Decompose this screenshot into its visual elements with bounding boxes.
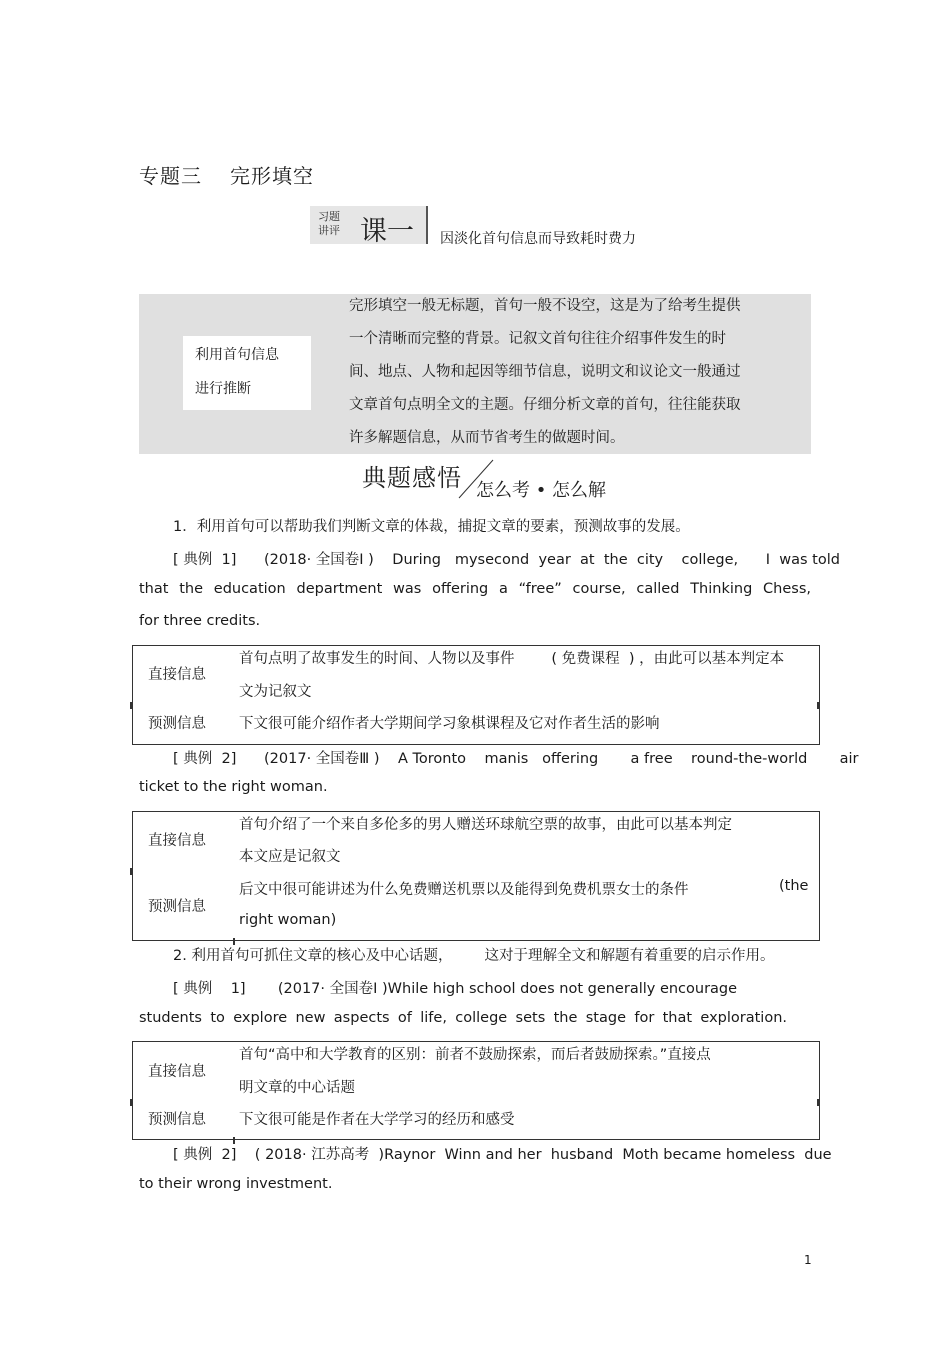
- banner-right: 怎么考 • 怎么解: [476, 480, 607, 501]
- section1-heading: 1．利用首句可以帮助我们判断文章的体裁，捕捉文章的要素，预测故事的发展。: [173, 519, 690, 535]
- direct-text: 本文应是记叙文: [239, 849, 341, 865]
- tip-label-line2: 进行推断: [195, 381, 251, 397]
- tip-label-box: [183, 336, 311, 410]
- direct-text: 首句介绍了一个来自多伦多的男人赠送环球航空票的故事，由此可以基本判定: [239, 817, 732, 833]
- box-tick: [817, 1099, 819, 1106]
- predict-text: 下文很可能介绍作者大学期间学习象棋课程及它对作者生活的影响: [239, 716, 660, 732]
- tip-label-line1: 利用首句信息: [195, 347, 279, 363]
- predict-label: 预测信息: [148, 899, 206, 915]
- section2-heading: [173, 944, 774, 965]
- box-tick: [130, 702, 132, 709]
- predict-text: right woman): [239, 912, 337, 928]
- direct-text: 首句点明了故事发生的时间、人物以及事件 ( 免费课程 ) ，由此可以基本判定本: [239, 651, 785, 667]
- direct-text: 明文章的中心话题: [239, 1080, 355, 1096]
- page-title: [139, 160, 314, 189]
- predict-text: 后文中很可能讲述为什么免费赠送机票以及能得到免费机票女士的条件: [239, 882, 689, 898]
- section2-heading-b: 这对于理解全文和解题有着重要的启示作用。: [484, 948, 775, 964]
- tip-line: 文章首句点明全文的主题。仔细分析文章的首句，往往能获取: [349, 397, 741, 413]
- lesson-tag: [310, 206, 428, 247]
- info-box: [132, 1041, 820, 1140]
- example-line: students to explore new aspects of life, college sets the stage for that exploration.: [139, 1010, 787, 1026]
- predict-label: 预测信息: [148, 716, 206, 732]
- example-line: that the education department was offering a “free” course, called Thinking Chess,: [139, 581, 811, 597]
- direct-text: 首句“高中和大学教育的区别：前者不鼓励探索，而后者鼓励探索。”直接点: [239, 1047, 711, 1063]
- direct-label: 直接信息: [148, 1064, 206, 1080]
- tip-line: 完形填空一般无标题，首句一般不设空，这是为了给考生提供: [349, 298, 741, 314]
- example-line: [ 典例 1] (2017· 全国卷Ⅰ )While high school does not generally encourage: [173, 981, 738, 997]
- box-tick: [817, 702, 819, 709]
- tip-text: [349, 290, 759, 455]
- banner-left: 典题感悟: [362, 464, 462, 492]
- info-box: [132, 811, 820, 941]
- predict-label: 预测信息: [148, 1112, 206, 1128]
- tip-line: 许多解题信息，从而节省考生的做题时间。: [349, 430, 625, 446]
- example-line: for three credits.: [139, 613, 261, 629]
- box-tick: [130, 1099, 132, 1106]
- tip-line: 间、地点、人物和起因等细节信息，说明文和议论文一般通过: [349, 364, 741, 380]
- direct-text: 文为记叙文: [239, 684, 312, 700]
- example-line: ticket to the right woman.: [139, 779, 328, 795]
- example-line: to their wrong investment.: [139, 1176, 333, 1192]
- direct-label: 直接信息: [148, 833, 206, 849]
- example-line: [ 典例 2] ( 2018· 江苏高考 )Raynor Winn and her husband Moth became homeless due: [173, 1147, 832, 1163]
- box-tick: [130, 868, 132, 875]
- page-number: 1: [804, 1253, 812, 1267]
- lesson-tag-small: [318, 210, 340, 238]
- section2-heading-a: 2. 利用首句可抓住文章的核心及中心话题，: [173, 948, 453, 964]
- direct-label: 直接信息: [148, 667, 206, 683]
- predict-text: 下文很可能是作者在大学学习的经历和感受: [239, 1112, 515, 1128]
- title-part2: 完形填空: [230, 164, 314, 188]
- predict-text: (the: [779, 878, 809, 894]
- example-line: [ 典例 2] (2017· 全国卷Ⅲ ) A Toronto manis offering a free round-the-world air: [173, 751, 859, 767]
- example-line: [ 典例 1] (2018· 全国卷Ⅰ ) During mysecond year at the city college, I was told: [173, 552, 840, 568]
- lesson-name: 课一: [360, 216, 414, 247]
- lesson-subtitle: 因淡化首句信息而导致耗时费力: [440, 231, 636, 247]
- info-box: [132, 645, 820, 745]
- tip-line: 一个清晰而完整的背景。记叙文首句往往介绍事件发生的时: [349, 331, 726, 347]
- lesson-tag-line1: 习题: [318, 210, 340, 223]
- lesson-tag-line2: 讲评: [318, 224, 340, 237]
- title-part1: 专题三: [139, 164, 202, 188]
